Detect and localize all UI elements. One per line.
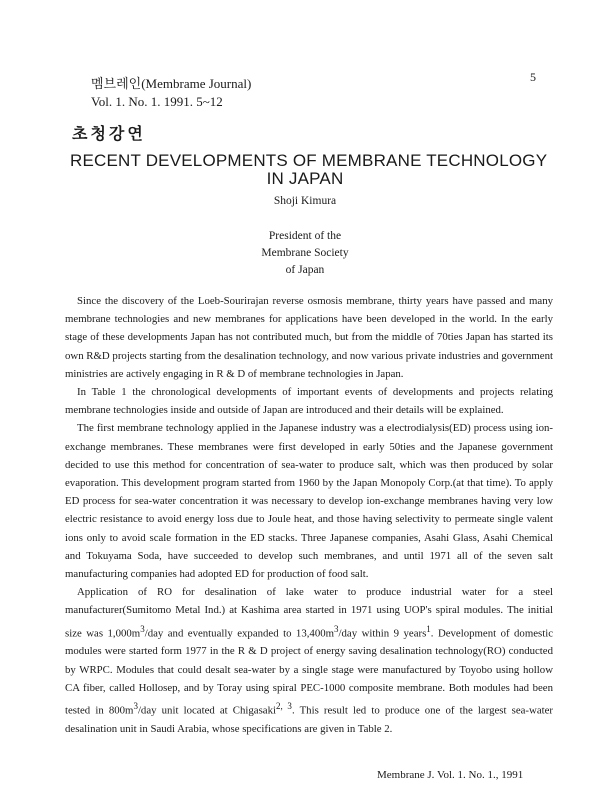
paragraph-3: The first membrane technology applied in the Japanese industry was a electrodialysis(ED) process using ion-exchange membranes. These membranes were first developed in early 50ties and the Japanese government decided to use this method for concentration of sea-water to produce salt, which was then produced by solar evaporation. This development program started from 1960 by the Japan Monopoly Corp.(at that time). To apply ED process for sea-water concentration it was necessary to develop ion-exchange membranes having very low electric resistance to avoid energy loss due to Joule heat, and those having selectivity to permeate single valent ions only to avoid scale formation in the ED stacks. Three Japanese companies, Asahi Glass, Asahi Chemical and Tokuyama Soda, have succeeded to develop such membranes, and until 1971 all of the seven salt manufacturing companies had adopted ED for production of food salt. [65,422,553,581]
superscript: 3 [334,623,339,634]
text-run: /day unit located at Chigasaki [137,704,276,717]
reference-superscript: 1 [426,623,431,634]
affiliation-line: of Japan [285,264,325,276]
journal-name: 멤브레인(Membrame Journal) [91,76,252,91]
paragraph-1: Since the discovery of the Loeb-Sourirajan reverse osmosis membrane, thirty years have passed and many membrane technologies and new membranes for applications have been developed in the world. In the early stage of these developments Japan has not contributed much, but from the middle of 70ties Japan has started its own R&D projects starting from the desalination technology, and now various private industries and government ministries are actively engaging in R & D of membrane technologies in Japan. [65,295,553,380]
text-run: . Development of domestic modules were started form 1977 in the R & D project of energy saving desalination technology(RO) conducted by WRPC. Modules that could desalt sea-water by a single stage were manufactured by Toyobo using hollow CA fiber, called Hollosep, and by Toray using spiral PEC-1000 composite membrane. Both modules had been tested in 800m [65,627,554,717]
author-name: Shoji Kimura [273,195,337,207]
affiliation [70,228,540,279]
footer-citation: Membrane J. Vol. 1. No. 1., 1991 [377,769,524,781]
affiliation-line: President of the [268,230,342,242]
text-run: Application of RO for desalination of lake water to produce industrial water for a steel manufacturer(Sumitomo Metal Ind.) at Kashima area started in 1971 using UOP's spiral modules. The initial size was 1,000m [65,586,553,640]
text-run: /day and eventually expanded to 13,400m [144,627,335,640]
page-number: 5 [530,70,536,84]
article-body [65,292,553,738]
article-title [70,151,548,188]
affiliation-line: Membrane Society [261,247,349,259]
title-line-2: IN JAPAN [266,169,344,188]
text-run: /day within 9 years [338,627,427,640]
paragraph-2: In Table 1 the chronological developments of important events of developments and projects relating membrane technologies inside and outside of Japan are introduced and their details will be explained. [65,386,553,417]
superscript: 3 [140,623,145,634]
volume-line: Vol. 1. No. 1. 1991. 5~12 [91,94,223,109]
superscript: 3 [133,701,138,712]
paragraph-4 [65,583,553,738]
reference-superscript: 2, 3 [276,701,292,712]
section-label: 초청강연 [72,126,146,143]
journal-header [91,75,251,111]
text-run: . This result led to produce one of the largest sea-water desalination unit in Saudi Arabia, whose specifications are given in Table 2. [65,704,553,735]
title-line-1: RECENT DEVELOPMENTS OF MEMBRANE TECHNOLOGY [70,151,548,170]
